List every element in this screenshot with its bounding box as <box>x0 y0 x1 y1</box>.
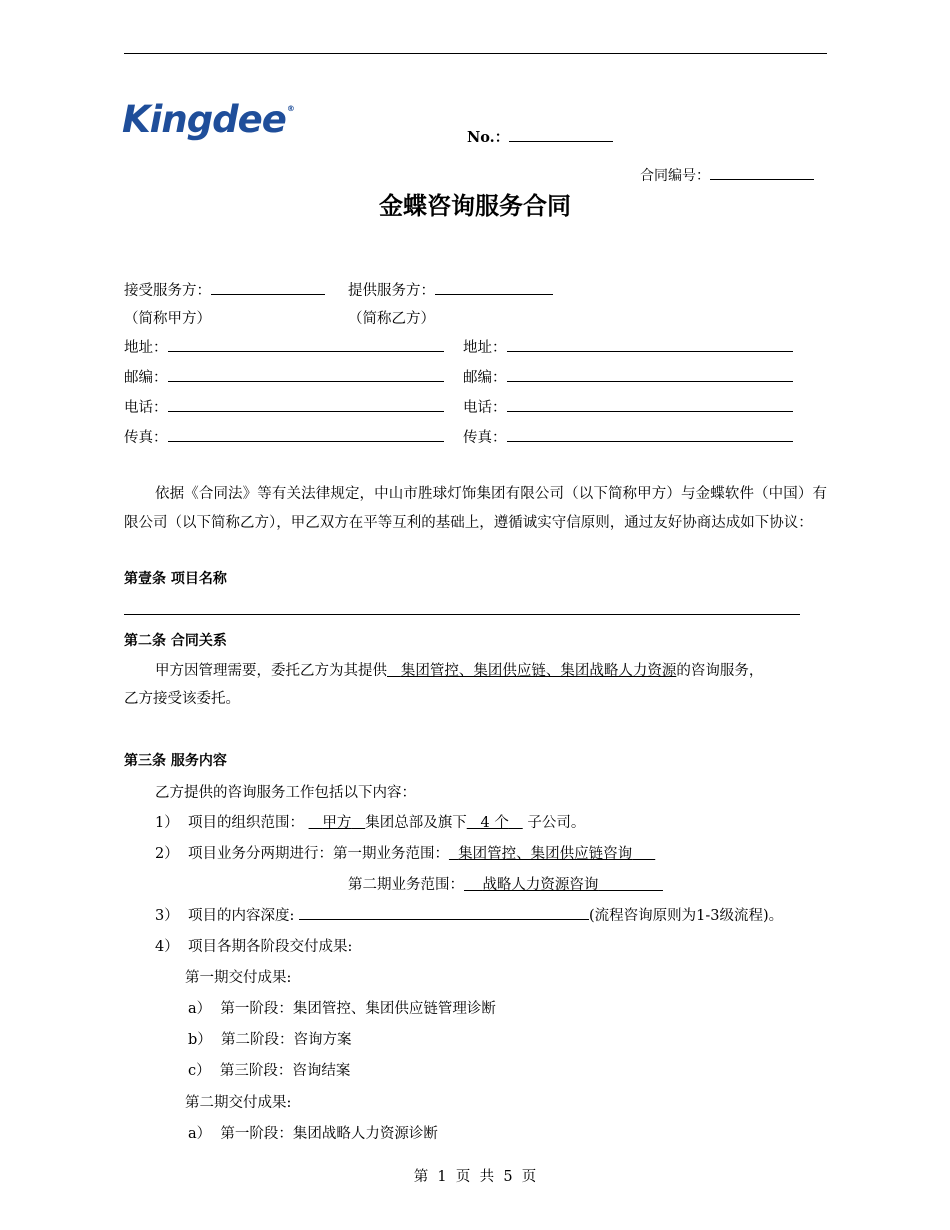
party-b-blank <box>435 281 553 295</box>
article-2-line-2: 乙方接受该委托。 <box>124 691 240 707</box>
phase-1-item-a: a） 第一阶段：集团管控、集团供应链管理诊断 <box>188 1001 496 1017</box>
no-blank <box>509 128 613 142</box>
phase-2-title: 第二期交付成果: <box>185 1095 292 1111</box>
phase-1-title: 第一期交付成果: <box>185 970 292 986</box>
no-label: No.： <box>467 129 510 146</box>
party-b-alias: （简称乙方） <box>348 311 435 327</box>
party-b-fax: 传真： <box>463 428 793 448</box>
item-1: 1） 项目的组织范围： 甲方 集团总部及旗下 4 个 子公司。 <box>155 815 586 831</box>
party-b-address: 地址： <box>463 338 793 358</box>
page-footer: 第 1 页 共 5 页 <box>413 1169 537 1185</box>
article-3-lead: 乙方提供的咨询服务工作包括以下内容： <box>155 785 416 801</box>
article-1-heading: 第壹条 项目名称 <box>124 571 227 587</box>
party-a-phone: 电话： <box>124 398 444 418</box>
party-a-postcode: 邮编： <box>124 368 444 388</box>
article-3-heading: 第三条 服务内容 <box>124 753 227 769</box>
party-a-fax: 传真： <box>124 428 444 448</box>
contract-number <box>640 166 814 186</box>
kingdee-logo: Kingdee® <box>122 98 294 141</box>
party-a-label: 接受服务方： <box>124 283 211 299</box>
page-title: 金蝶咨询服务合同 <box>379 192 571 220</box>
phase-1-item-c: c） 第三阶段：咨询结案 <box>188 1063 351 1079</box>
depth-blank <box>299 906 589 920</box>
party-b-line <box>348 281 553 301</box>
party-b-label: 提供服务方： <box>348 283 435 299</box>
phase-1-item-b: b） 第二阶段：咨询方案 <box>188 1032 352 1048</box>
party-b-phone: 电话： <box>463 398 793 418</box>
item-2-phase-2: 第二期业务范围： 战略人力资源咨询 <box>348 877 599 893</box>
party-b-postcode: 邮编： <box>463 368 793 388</box>
phase-2-item-a: a） 第一阶段：集团战略人力资源诊断 <box>188 1126 438 1142</box>
header-rule <box>124 53 827 54</box>
item-3: 3） 项目的内容深度: (流程咨询原则为1-3级流程)。 <box>155 908 784 924</box>
article-2-heading: 第二条 合同关系 <box>124 633 227 649</box>
intro-paragraph: 依据《合同法》等有关法律规定，中山市胜球灯饰集团有限公司（以下简称甲方）与金蝶软件（中国）有限公司（以下简称乙方），甲乙双方在平等互利的基础上，遵循诚实守信原则，通过友好协商达成如下协议： <box>124 486 827 531</box>
article-2-line-1: 甲方因管理需要，委托乙方为其提供 集团管控、集团供应链、集团战略人力资源的咨询服务， <box>155 663 764 679</box>
service-scope: 集团管控、集团供应链、集团战略人力资源 <box>400 663 677 679</box>
item-2: 2） 项目业务分两期进行：第一期业务范围： 集团管控、集团供应链咨询 <box>155 846 633 862</box>
party-a-blank <box>211 281 325 295</box>
contract-no-short <box>467 128 613 148</box>
party-a-address: 地址： <box>124 338 444 358</box>
party-a-line <box>124 281 325 301</box>
project-name-blank <box>124 614 800 615</box>
contract-no-label: 合同编号： <box>640 168 710 184</box>
party-a-alias: （简称甲方） <box>124 311 211 327</box>
item-4: 4） 项目各期各阶段交付成果: <box>155 939 353 955</box>
contract-no-blank <box>710 166 814 180</box>
